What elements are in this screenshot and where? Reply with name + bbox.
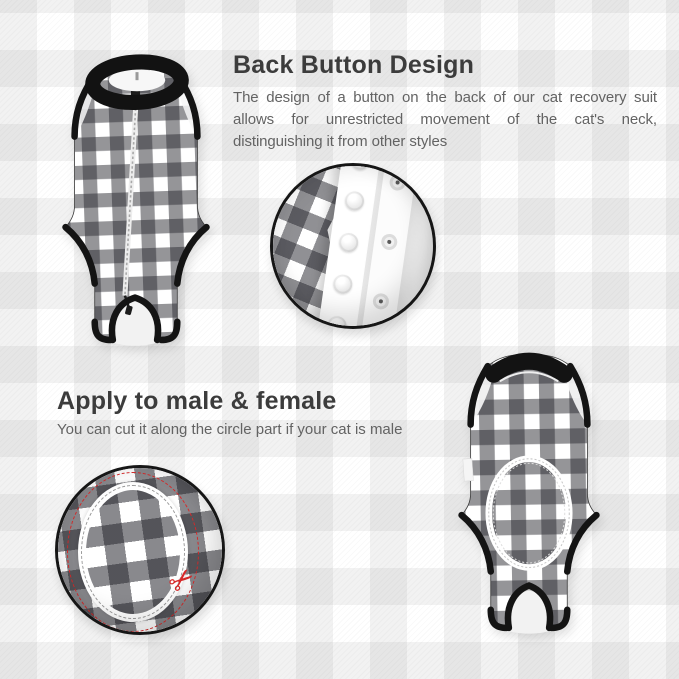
snap-stud <box>344 190 365 211</box>
back-suit-photo <box>447 340 609 648</box>
cut-line <box>67 472 199 632</box>
front-suit-photo <box>50 54 222 348</box>
back-button-design-description: The design of a button on the back of our cat recovery suit allows for unrestricted movement of the cat's neck, distinguishing it from other styles <box>233 89 657 150</box>
scissors-icon: ✂ <box>162 559 203 602</box>
snap-stud <box>326 315 347 329</box>
apply-to-male-female-description: You can cut it along the circle part if your cat is male <box>57 421 403 438</box>
care-tag <box>463 458 474 481</box>
back-button-design-title: Back Button Design <box>233 51 475 79</box>
snap-socket <box>372 292 390 310</box>
snap-stud <box>350 163 371 171</box>
button-closeup-photo <box>270 163 436 329</box>
snap-socket <box>389 173 407 191</box>
snap-stud <box>338 232 359 253</box>
cut-circle-closeup-photo <box>55 465 225 635</box>
snap-socket <box>380 233 398 251</box>
apply-to-male-female-title: Apply to male & female <box>57 387 337 415</box>
snap-stud <box>332 273 353 294</box>
